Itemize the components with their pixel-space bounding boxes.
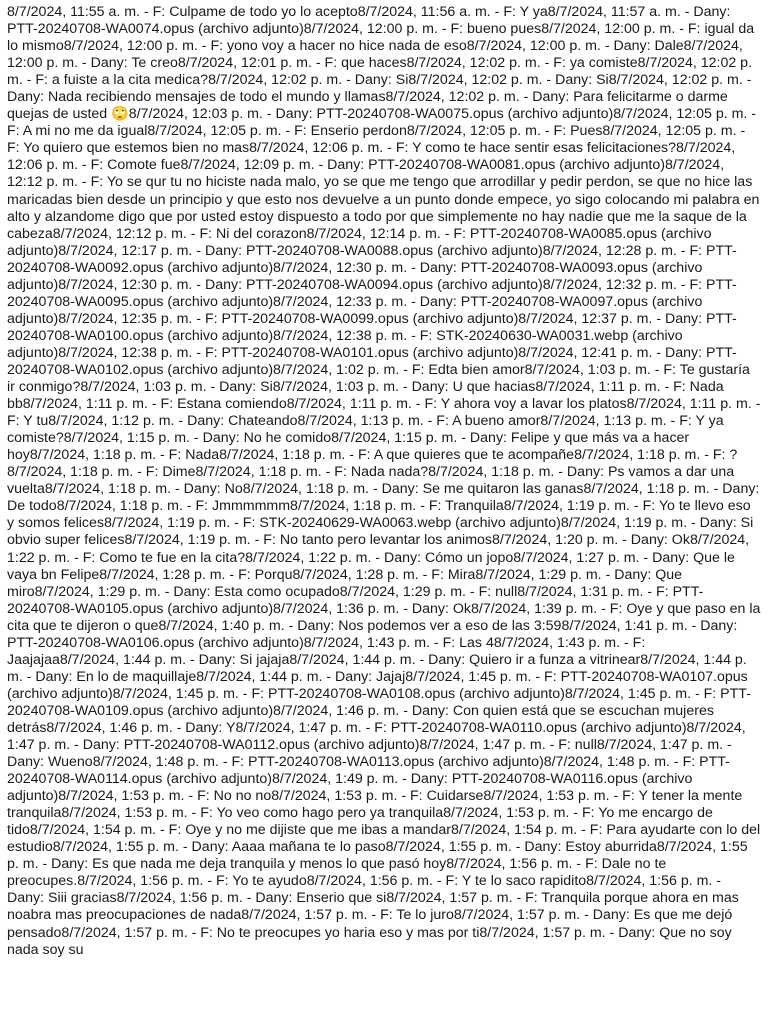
chat-transcript-text: 8/7/2024, 11:55 a. m. - F: Culpame de todo yo lo acepto8/7/2024, 11:56 a. m. - F: Y ya8/7/2024, 11:57 a. m. - Dany: PTT-20240708-WA0074.opus (archivo adjunto)8/7/2024, 12:00 p. m. - F: bueno pues8/7/2024, 12:00 p. m. - F: igual da lo mismo8/7/2024, 12:00 p. m. - F: yono voy a hacer no hice nada de eso8/7/2024, 12:00 p. m. - Dany: Dale8/7/2024, 12:00 p. m. - Dany: Te creo8/7/2024, 12:01 p. m. - F: que haces8/7/2024, 12:02 p. m. - F: ya comiste8/7/2024, 12:02 p. m. - F: a fuiste a la cita medica?8/7/2024, 12:02 p. m. - Dany: Si8/7/2024, 12:02 p. m. - Dany: Si8/7/2024, 12:02 p. m. - Dany: Nada recibiendo mensajes de todo el mundo y llamas8/7/2024, 12:02 p. m. - Dany: Para felicitarme o darme quejas de usted 🙄8/7/2024, 12:03 p. m. - Dany: PTT-20240708-WA0075.opus (archivo adjunto)8/7/2024, 12:05 p. m. - F: A mi no me da igual8/7/2024, 12:05 p. m. - F: Enserio perdon8/7/2024, 12:05 p. m. - F: Pues8/7/2024, 12:05 p. m. - F: Yo quiero que estemos bien no mas8/7/2024, 12:06 p. m. - F: Y como te hace sentir esas felicitaciones?8/7/2024, 12:06 p. m. - F: Comote fue8/7/2024, 12:09 p. m. - Dany: PTT-20240708-WA0081.opus (archivo adjunto)8/7/2024, 12:12 p. m. - F: Yo se qur tu no hiciste nada malo, yo se que me tengo que arrodillar y pedir perdon, se que no hice las maricadas bien desde un principio y que esto nos devuelve a un punto donde empece, yo sigo colocando mi palabra en alto y alzandome digo que por usted estoy dispuesto a todo por que simplemente no hay nadie que me la saque de la cabeza8/7/2024, 12:12 p. m. - F: Ni del corazon8/7/2024, 12:14 p. m. - F: PTT-20240708-WA0085.opus (archivo adjunto)8/7/2024, 12:17 p. m. - Dany: PTT-20240708-WA0088.opus (archivo adjunto)8/7/2024, 12:28 p. m. - F: PTT-20240708-WA0092.opus (archivo adjunto)8/7/2024, 12:30 p. m. - Dany: PTT-20240708-WA0093.opus (archivo adjunto)8/7/2024, 12:30 p. m. - Dany: PTT-20240708-WA0094.opus (archivo adjunto)8/7/2024, 12:32 p. m. - F: PTT-20240708-WA0095.opus (archivo adjunto)8/7/2024, 12:33 p. m. - Dany: PTT-20240708-WA0097.opus (archivo adjunto)8/7/2024, 12:35 p. m. - F: PTT-20240708-WA0099.opus (archivo adjunto)8/7/2024, 12:37 p. m. - Dany: PTT-20240708-WA0100.opus (archivo adjunto)8/7/2024, 12:38 p. m. - F: STK-20240630-WA0031.webp (archivo adjunto)8/7/2024, 12:38 p. m. - F: PTT-20240708-WA0101.opus (archivo adjunto)8/7/2024, 12:41 p. m. - Dany: PTT-20240708-WA0102.opus (archivo adjunto)8/7/2024, 1:02 p. m. - F: Edta bien amor8/7/2024, 1:03 p. m. - F: Te gustaría ir conmigo?8/7/2024, 1:03 p. m. - Dany: Si8/7/2024, 1:03 p. m. - Dany: U que hacias8/7/2024, 1:11 p. m. - F: Nada bb8/7/2024, 1:11 p. m. - F: Estana comiendo8/7/2024, 1:11 p. m. - F: Y ahora voy a lavar los platos8/7/2024, 1:11 p. m. - F: Y tu8/7/2024, 1:12 p. m. - Dany: Chateando8/7/2024, 1:13 p. m. - F: A bueno amor8/7/2024, 1:13 p. m. - F: Y ya comiste?8/7/2024, 1:15 p. m. - Dany: No he comido8/7/2024, 1:15 p. m. - Dany: Felipe y que más va a hacer hoy8/7/2024, 1:18 p. m. - F: Nada8/7/2024, 1:18 p. m. - F: A que quieres que te acompañe8/7/2024, 1:18 p. m. - F: ?8/7/2024, 1:18 p. m. - F: Dime8/7/2024, 1:18 p. m. - F: Nada nada?8/7/2024, 1:18 p. m. - Dany: Ps vamos a dar una vuelta8/7/2024, 1:18 p. m. - Dany: No8/7/2024, 1:18 p. m. - Dany: Se me quitaron las ganas8/7/2024, 1:18 p. m. - Dany: De todo8/7/2024, 1:18 p. m. - F: Jmmmmmm8/7/2024, 1:18 p. m. - F: Tranquila8/7/2024, 1:19 p. m. - F: Yo te llevo eso y somos felices8/7/2024, 1:19 p. m. - F: STK-20240629-WA0063.webp (archivo adjunto)8/7/2024, 1:19 p. m. - Dany: Si obvio super felices8/7/2024, 1:19 p. m. - F: No tanto pero levantar los animos8/7/2024, 1:20 p. m. - Dany: Ok8/7/2024, 1:22 p. m. - F: Como te fue en la cita?8/7/2024, 1:22 p. m. - Dany: Cómo un jopo8/7/2024, 1:27 p. m. - Dany: Que le vaya bn Felipe8/7/2024, 1:28 p. m. - F: Porqu8/7/2024, 1:28 p. m. - F: Mira8/7/2024, 1:29 p. m. - Dany: Que miro8/7/2024, 1:29 p. m. - Dany: Esta como ocupado8/7/2024, 1:29 p. m. - F: null8/7/2024, 1:31 p. m. - F: PTT-20240708-WA0105.opus (archivo adjunto)8/7/2024, 1:36 p. m. - Dany: Ok8/7/2024, 1:39 p. m. - F: Oye y que paso en la cita que te dijeron o que8/7/2024, 1:40 p. m. - Dany: Nos podemos ver a eso de las 3:598/7/2024, 1:41 p. m. - Dany: PTT-20240708-WA0106.opus (archivo adjunto)8/7/2024, 1:43 p. m. - F: Las 48/7/2024, 1:43 p. m. - F: Jaajajaa8/7/2024, 1:44 p. m. - Dany: Si jajaja8/7/2024, 1:44 p. m. - Dany: Quiero ir a funza a vitrinear8/7/2024, 1:44 p. m. - Dany: En lo de maquillaje8/7/2024, 1:44 p. m. - Dany: Jajaj8/7/2024, 1:45 p. m. - F: PTT-20240708-WA0107.opus (archivo adjunto)8/7/2024, 1:45 p. m. - F: PTT-20240708-WA0108.opus (archivo adjunto)8/7/2024, 1:45 p. m. - F: PTT-20240708-WA0109.opus (archivo adjunto)8/7/2024, 1:46 p. m. - Dany: Con quien está que se escuchan mujeres detrás8/7/2024, 1:46 p. m. - Dany: Y8/7/2024, 1:47 p. m. - F: PTT-20240708-WA0110.opus (archivo adjunto)8/7/2024, 1:47 p. m. - Dany: PTT-20240708-WA0112.opus (archivo adjunto)8/7/2024, 1:47 p. m. - F: null8/7/2024, 1:47 p. m. - Dany: Wueno8/7/2024, 1:48 p. m. - F: PTT-20240708-WA0113.opus (archivo adjunto)8/7/2024, 1:48 p. m. - F: PTT-20240708-WA0114.opus (archivo adjunto)8/7/2024, 1:49 p. m. - Dany: PTT-20240708-WA0116.opus (archivo adjunto)8/7/2024, 1:53 p. m. - F: No no no8/7/2024, 1:53 p. m. - F: Cuidarse8/7/2024, 1:53 p. m. - F: Y tener la mente tranquila8/7/2024, 1:53 p. m. - F: Yo veo como hago pero ya tranquila8/7/2024, 1:53 p. m. - F: Yo me encargo de tido8/7/2024, 1:54 p. m. - F: Oye y no me dijiste que me ibas a mandar8/7/2024, 1:54 p. m. - F: Para ayudarte con lo del estudio8/7/2024, 1:55 p. m. - Dany: Aaaa mañana te lo paso8/7/2024, 1:55 p. m. - Dany: Estoy aburrida8/7/2024, 1:55 p. m. - Dany: Es que nada me deja tranquila y menos lo que pasó hoy8/7/2024, 1:56 p. m. - F: Dale no te preocupes.8/7/2024, 1:56 p. m. - F: Yo te ayudo8/7/2024, 1:56 p. m. - F: Y te lo saco rapidito8/7/2024, 1:56 p. m. - Dany: Siii gracias8/7/2024, 1:56 p. m. - Dany: Enserio que si8/7/2024, 1:57 p. m. - F: Tranquila porque ahora en mas noabra mas preocupaciones de nada8/7/2024, 1:57 p. m. - F: Te lo juro8/7/2024, 1:57 p. m. - Dany: Es que me dejó pensado8/7/2024, 1:57 p. m. - F: No te preocupes yo haria eso y mas por ti8/7/2024, 1:57 p. m. - Dany: Que no soy nada soy su <box>7 4 761 958</box>
